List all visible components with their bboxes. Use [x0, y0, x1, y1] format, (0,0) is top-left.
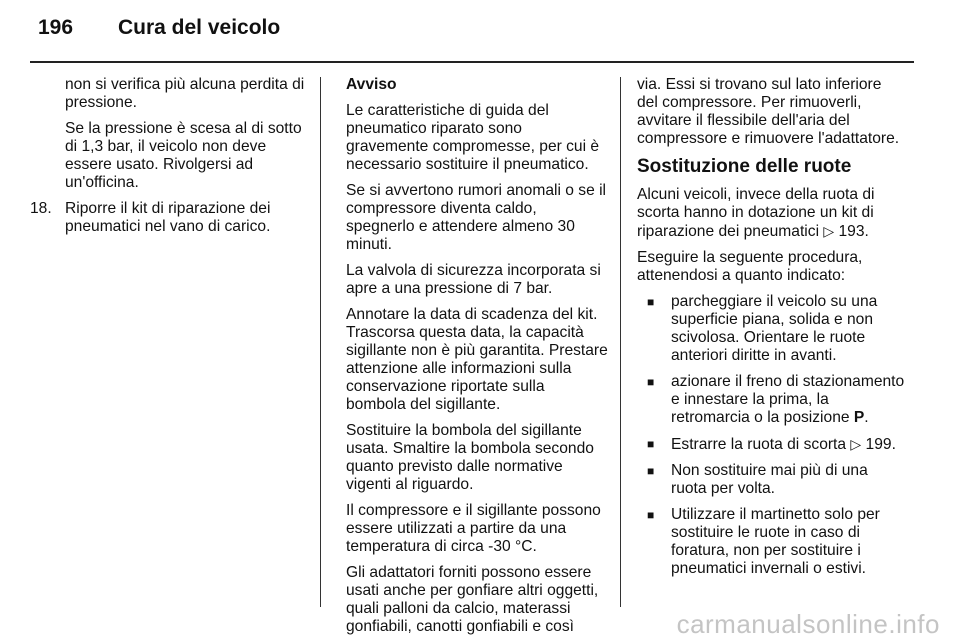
section-title: Sostituzione delle ruote	[637, 156, 852, 177]
gear-position-p: P	[853, 409, 865, 426]
note-paragraph-4: Annotare la data di scadenza del kit. Trascorsa questa data, la capacità sigillante non è più garantita. Prestare attenzione alle informazioni sulla conservazione riportate sulla bombola del sigillante.	[346, 306, 608, 413]
header-rule	[30, 61, 914, 63]
list-item-text	[671, 435, 905, 454]
paragraph-repair-kit	[637, 186, 905, 241]
step-number: 18.	[30, 200, 52, 217]
bullet-icon: ■	[647, 508, 655, 522]
bullet-icon: ■	[647, 295, 655, 309]
list-item	[637, 293, 905, 365]
note-paragraph-2: Se si avvertono rumori anomali o se il compressore diventa caldo, spegnerlo e attendere almeno 30 minuti.	[346, 182, 607, 253]
watermark: carmanualsonline.info	[676, 609, 940, 639]
paragraph-pressure-warning: Se la pressione è scesa al di sotto di 1,3 bar, il veicolo non deve essere usato. Rivolgersi ad un'officina.	[65, 120, 302, 191]
page-reference-icon: ▷	[823, 223, 835, 239]
note-paragraph-1: Le caratteristiche di guida del pneumatico riparato sono gravemente compromesse, per cui è necessario sostituire il pneumatico.	[346, 102, 600, 173]
paragraph-continuation: non si verifica più alcuna perdita di pressione.	[65, 76, 305, 111]
step-text: Riporre il kit di riparazione dei pneumatici nel vano di carico.	[65, 200, 271, 235]
list-item	[637, 506, 905, 578]
page-reference[interactable]: 193.	[838, 223, 869, 240]
list-item-text: Utilizzare il martinetto solo per sostituire le ruote in caso di foratura, non per sostituire i pneumatici invernali o estivi.	[671, 506, 880, 577]
paragraph-procedure: Eseguire la seguente procedura, attenendosi a quanto indicato:	[637, 249, 863, 284]
page-title: Cura del veicolo	[118, 16, 281, 39]
bullet-icon: ■	[647, 464, 655, 478]
note-paragraph-7: Gli adattatori forniti possono essere usati anche per gonfiare altri oggetti, quali palloni da calcio, materassi gonfiabili, canotti gonfiabili e così	[346, 564, 599, 635]
paragraph-adapters: via. Essi si trovano sul lato inferiore del compressore. Per rimuoverli, avvitare il flessibile dell'aria del compressore e rimuovere l'adattatore.	[637, 76, 900, 147]
list-item	[637, 435, 905, 454]
step-18	[30, 200, 306, 236]
list-item-text	[671, 373, 905, 427]
note-paragraph-5: Sostituire la bombola del sigillante usata. Smaltire la bombola secondo quanto previsto dalle normative vigenti al riguardo.	[346, 422, 594, 493]
column-1	[30, 76, 306, 236]
note-paragraph-3: La valvola di sicurezza incorporata si apre a una pressione di 7 bar.	[346, 262, 601, 297]
list-item-text-part: azionare il freno di stazionamento e innestare la prima, la retromarcia o la posizione	[671, 373, 905, 426]
note-title: Avviso	[346, 76, 397, 93]
column-3	[637, 76, 905, 586]
page-reference-icon: ▷	[850, 436, 862, 452]
list-item-text: Non sostituire mai più di una ruota per volta.	[671, 462, 868, 497]
note-paragraph-6: Il compressore e il sigillante possono essere utilizzati a partire da una temperatura di circa -30 °C.	[346, 502, 601, 555]
list-item-text: parcheggiare il veicolo su una superficie piana, solida e non scivolosa. Orientare le ruote anteriori diritte in avanti.	[671, 293, 878, 364]
list-item	[637, 462, 905, 498]
column-2	[346, 76, 608, 644]
page-reference[interactable]: 199.	[865, 436, 896, 453]
bullet-icon: ■	[647, 375, 655, 389]
page-number: 196	[38, 16, 74, 39]
bullet-icon: ■	[647, 437, 655, 451]
column-divider-2	[620, 77, 621, 607]
list-item	[637, 373, 905, 427]
list-item-text-part: Estrarre la ruota di scorta	[671, 436, 847, 453]
list-item-text-end: .	[864, 409, 869, 426]
column-divider-1	[320, 77, 321, 607]
repair-kit-text: Alcuni veicoli, invece della ruota di scorta hanno in dotazione un kit di riparazione dei pneumatici	[637, 186, 875, 240]
